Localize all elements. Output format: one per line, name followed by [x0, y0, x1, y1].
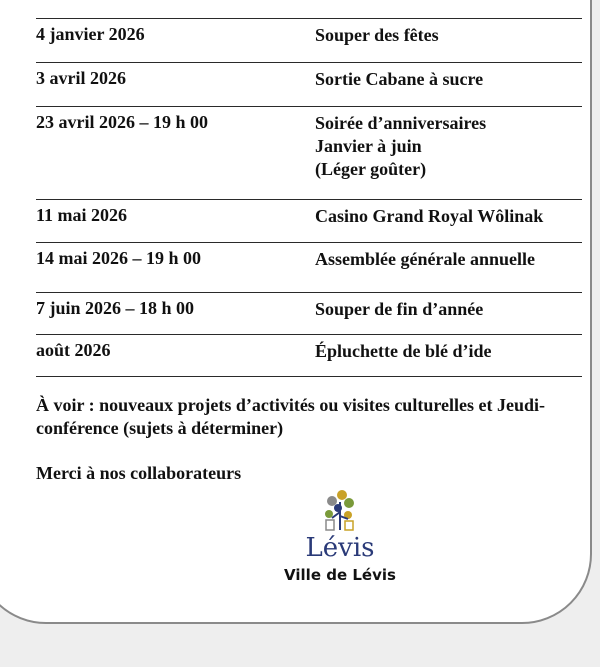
- logo-wordmark: Lévis: [305, 533, 375, 563]
- event-date: 3 avril 2026: [36, 68, 126, 88]
- event-name: Épluchette de blé d’ide: [315, 341, 492, 361]
- logo-caption: Ville de Lévis: [284, 566, 396, 584]
- table-bottom-rule: [36, 376, 582, 377]
- event-name: Casino Grand Royal Wôlinak: [315, 206, 544, 226]
- thanks-heading: Merci à nos collaborateurs: [36, 463, 242, 483]
- note-text: À voir : nouveaux projets d’activités ou visites culturelles et Jeudi- conférence (sujets à déterminer): [36, 395, 545, 438]
- event-name: Souper de fin d’année: [315, 299, 484, 319]
- event-date: 23 avril 2026 – 19 h 00: [36, 112, 209, 132]
- event-name: Assemblée générale annuelle: [315, 249, 535, 269]
- levis-emblem-icon: [318, 488, 362, 532]
- event-date: août 2026: [36, 340, 111, 360]
- event-row: [36, 62, 582, 106]
- event-date: 14 mai 2026 – 19 h 00: [36, 248, 202, 268]
- event-row: [36, 199, 582, 242]
- event-row: [36, 242, 582, 292]
- event-name: Souper des fêtes: [315, 25, 439, 45]
- event-date: 4 janvier 2026: [36, 24, 145, 44]
- event-row: [36, 106, 582, 199]
- event-date: 7 juin 2026 – 18 h 00: [36, 298, 195, 318]
- event-row: [36, 18, 582, 62]
- events-table: [36, 18, 582, 377]
- event-name: Soirée d’anniversaires Janvier à juin (Léger goûter): [315, 113, 487, 179]
- event-row: [36, 292, 582, 334]
- event-date: 11 mai 2026: [36, 205, 128, 225]
- ville-de-levis-logo: [270, 488, 410, 584]
- event-row: [36, 334, 582, 376]
- event-name: Sortie Cabane à sucre: [315, 69, 484, 89]
